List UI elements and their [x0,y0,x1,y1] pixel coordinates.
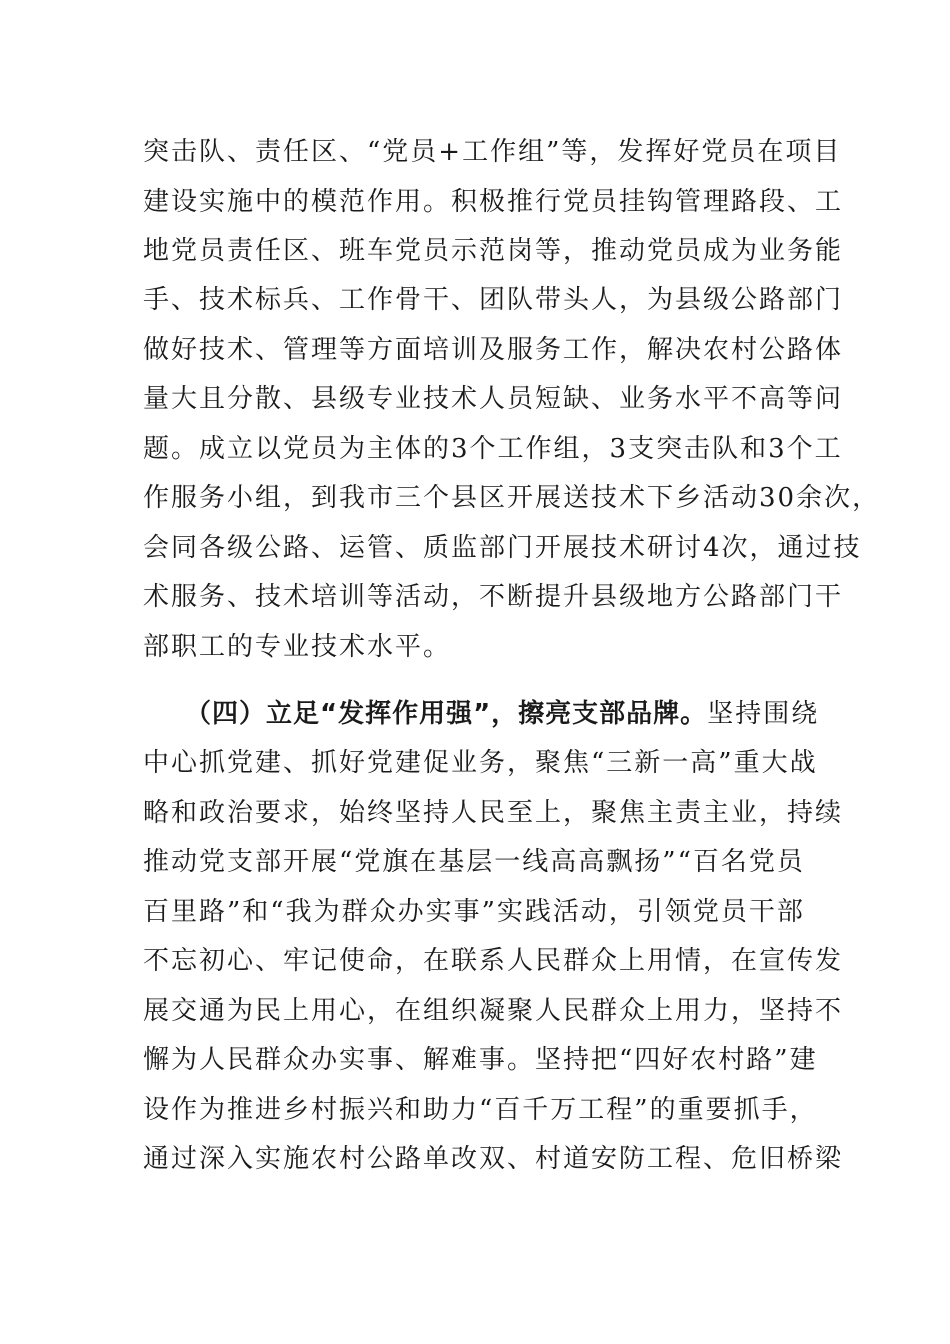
paragraph1-line-4: 手、技术标兵、工作骨干、团队带头人，为县级公路部门 [143,285,844,315]
paragraph2-line-2: 中心抓党建、抓好党建促业务，聚焦“三新一高”重大战 [143,748,818,778]
paragraph1-line-8: 作服务小组，到我市三个县区开展送技术下乡活动30余次， [143,483,881,513]
paragraph1-line-2: 建设实施中的模范作用。积极推行党员挂钩管理路段、工 [143,187,844,217]
paragraph1-line-9: 会同各级公路、运管、质监部门开展技术研讨4次，通过技 [143,533,862,563]
paragraph1-line-10: 术服务、技术培训等活动，不断提升县级地方公路部门干 [143,582,844,612]
paragraph2-line-4: 推动党支部开展“党旗在基层一线高高飘扬”“百名党员 [143,847,805,877]
paragraph1-line-7: 题。成立以党员为主体的3个工作组，3支突击队和3个工 [143,434,843,464]
paragraph2-first-line-rest: 坚持围绕 [707,699,820,729]
paragraph2-line-7: 展交通为民上用心，在组织凝聚人民群众上用力，坚持不 [143,996,844,1026]
paragraph1-line-1: 突击队、责任区、“党员+工作组”等，发挥好党员在项目 [143,137,842,167]
paragraph2-line-9: 设作为推进乡村振兴和助力“百千万工程”的重要抓手， [143,1095,818,1125]
paragraph1-line-5: 做好技术、管理等方面培训及服务工作，解决农村公路体 [143,335,844,365]
paragraph2-first-line [185,693,819,735]
paragraph2-line-5: 百里路”和“我为群众办实事”实践活动，引领党员干部 [143,897,805,927]
paragraph2-line-8: 懈为人民群众办实事、解难事。坚持把“四好农村路”建 [143,1045,818,1075]
paragraph1-line-11: 部职工的专业技术水平。 [143,632,452,662]
paragraph2-line-10: 通过深入实施农村公路单改双、村道安防工程、危旧桥梁 [143,1144,844,1174]
paragraph1-line-6: 量大且分散、县级专业技术人员短缺、业务水平不高等问 [143,384,844,414]
paragraph1-line-3: 地党员责任区、班车党员示范岗等，推动党员成为业务能 [143,236,844,266]
paragraph2-line-6: 不忘初心、牢记使命，在联系人民群众上用情，在宣传发 [143,946,844,976]
section-heading: （四）立足“发挥作用强”，擦亮支部品牌。 [185,699,708,729]
paragraph2-line-3: 略和政治要求，始终坚持人民至上，聚焦主责主业，持续 [143,798,844,828]
